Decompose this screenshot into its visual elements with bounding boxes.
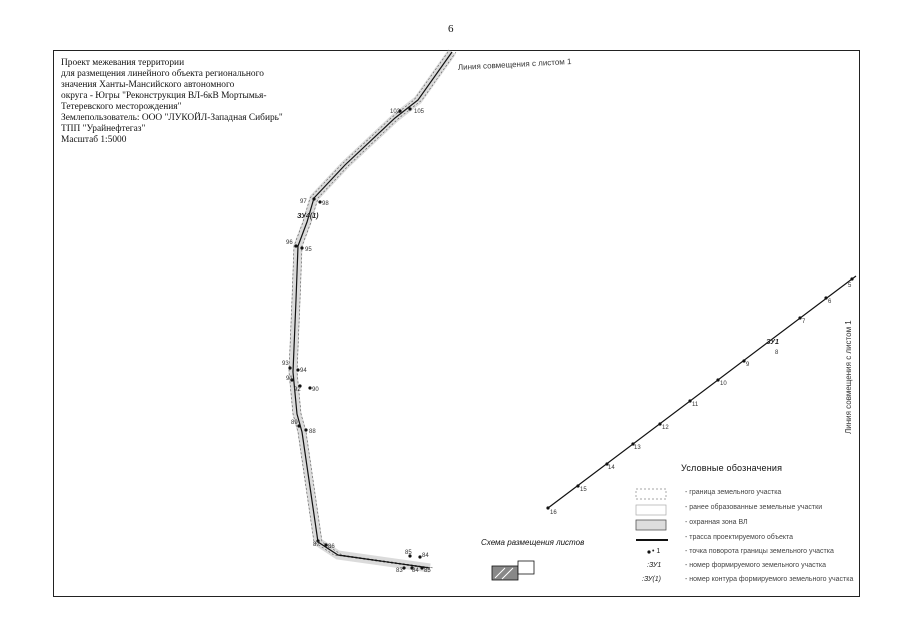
- svg-text:89: 89: [291, 420, 298, 426]
- svg-text:91: 91: [286, 376, 293, 382]
- legend-item-protection-zone: - охранная зона ВЛ: [685, 519, 748, 526]
- legend-item-existing-parcels: - ранее образованные земельные участки: [685, 504, 823, 511]
- legend-symbol-parcel: :ЗУ1: [647, 562, 662, 569]
- title-line: Проект межевания территории: [61, 58, 185, 68]
- svg-text:12: 12: [662, 425, 669, 431]
- svg-text:15: 15: [580, 487, 587, 493]
- legend-item-boundary: - граница земельного участка: [685, 489, 782, 496]
- svg-text:96: 96: [286, 240, 293, 246]
- parcel-label-right: ЗУ1: [766, 339, 779, 346]
- line-joining-right: Линия совмещения с листом 1: [844, 320, 853, 434]
- svg-text:97: 97: [300, 199, 307, 205]
- svg-text:10: 10: [720, 381, 727, 387]
- svg-text:87: 87: [313, 542, 320, 548]
- protection-zone-left: [289, 52, 456, 568]
- svg-text:14: 14: [608, 465, 615, 471]
- svg-text:83: 83: [396, 568, 403, 574]
- svg-text:94: 94: [300, 368, 307, 374]
- legend-item-contour-number: - номер контура формируемого земельного участка: [685, 576, 854, 583]
- title-line: ТПП "Урайнефтегаз": [61, 124, 146, 134]
- legend-item-parcel-number: - номер формируемого земельного участка: [685, 562, 826, 569]
- route-line-right: [548, 276, 856, 508]
- parcel-label-right-num: 8: [775, 350, 779, 356]
- legend-symbol-point: • 1: [652, 548, 661, 555]
- svg-text:86: 86: [328, 544, 335, 550]
- svg-text:9: 9: [746, 362, 750, 368]
- svg-text:88: 88: [309, 429, 316, 435]
- line-joining-top: Линия совмещения с листом 1: [457, 57, 572, 72]
- title-line: для размещения линейного объекта регионального: [61, 69, 264, 79]
- svg-text:105: 105: [414, 109, 425, 115]
- svg-text:13: 13: [634, 445, 641, 451]
- svg-text:85: 85: [424, 568, 431, 574]
- svg-text:85: 85: [405, 550, 412, 556]
- svg-text:93: 93: [282, 361, 289, 367]
- legend-title: Условные обозначения: [681, 463, 783, 473]
- svg-text:98: 98: [322, 201, 329, 207]
- title-line: Землепользователь: ООО "ЛУКОЙЛ-Западная Сибирь": [61, 113, 283, 123]
- sheet-scheme-title: Схема размещения листов: [481, 538, 585, 547]
- title-line: округа - Югры "Реконструкция ВЛ-6кВ Мортымья-: [61, 91, 267, 101]
- svg-text:84: 84: [422, 553, 429, 559]
- svg-text:90: 90: [312, 387, 319, 393]
- svg-text:7: 7: [802, 319, 806, 325]
- page-number: 6: [448, 23, 454, 35]
- svg-text:11: 11: [692, 402, 699, 408]
- parcel-label-left: ЗУ4(1): [297, 213, 319, 220]
- legend-item-route: - трасса проектируемого объекта: [685, 534, 794, 541]
- route-line-left: [293, 52, 452, 568]
- svg-text:95: 95: [305, 247, 312, 253]
- svg-text:102: 102: [390, 109, 401, 115]
- legend-symbol-contour: :ЗУ(1): [642, 576, 661, 583]
- svg-text:6: 6: [828, 299, 832, 305]
- point-labels-left: [282, 109, 431, 574]
- sheet-scheme: [492, 561, 534, 580]
- title-line: значения Ханты-Мансийского автономного: [61, 80, 235, 90]
- title-line: Тетеревского месторождения": [61, 102, 182, 112]
- title-line: Масштаб 1:5000: [61, 135, 127, 145]
- legend-item-turn-point: - точка поворота границы земельного участка: [685, 548, 834, 555]
- svg-text:92: 92: [294, 387, 301, 393]
- point-labels-right: [550, 283, 852, 516]
- legend-symbols: [636, 489, 668, 554]
- svg-text:84: 84: [412, 568, 419, 574]
- svg-text:5: 5: [848, 283, 852, 289]
- svg-text:16: 16: [550, 510, 557, 516]
